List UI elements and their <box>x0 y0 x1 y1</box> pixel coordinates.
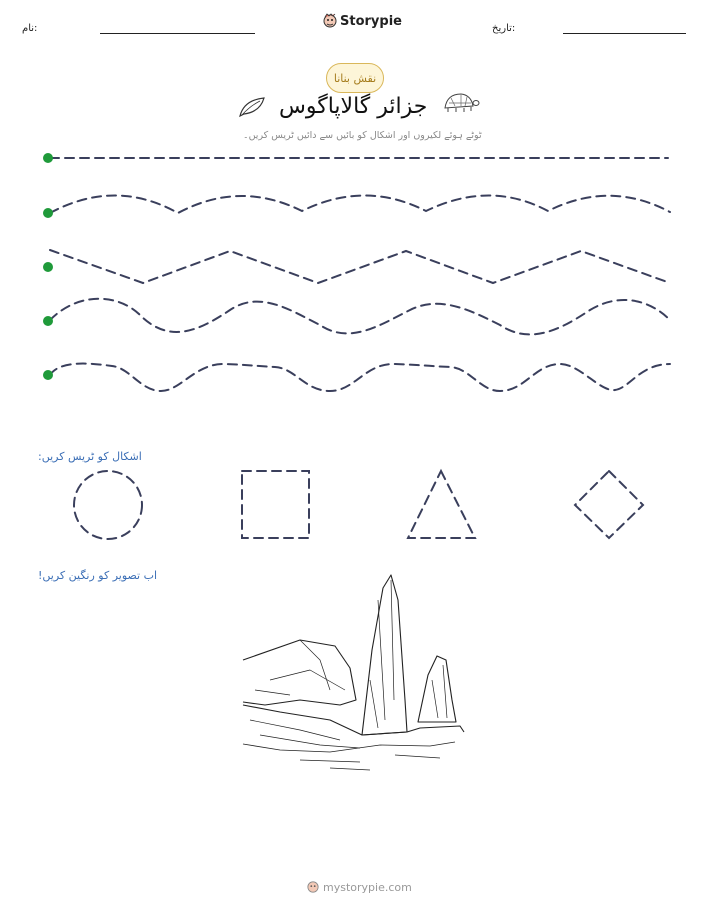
page-title: جزائر گالاپاگوس <box>279 94 428 119</box>
water[interactable] <box>243 742 455 770</box>
footer-url[interactable]: mystorypie.com <box>323 880 412 894</box>
color-section-title: اب تصویر کو رنگین کریں! <box>38 569 158 582</box>
name-label: نام: <box>22 23 38 34</box>
instructions: ٹوٹے ہوئے لکیروں اور اشکال کو بائیں سے دائیں ٹریس کریں۔ <box>243 130 482 141</box>
brand-name: Storypie <box>340 13 402 29</box>
activity-badge: نقش بنانا <box>326 63 384 93</box>
shapes-section-title: اشکال کو ٹریس کریں: <box>38 450 142 463</box>
storypie-logo-icon <box>307 880 319 894</box>
date-label: تاریخ: <box>492 23 516 34</box>
footer <box>307 880 412 894</box>
shore-rocks[interactable] <box>243 705 464 735</box>
